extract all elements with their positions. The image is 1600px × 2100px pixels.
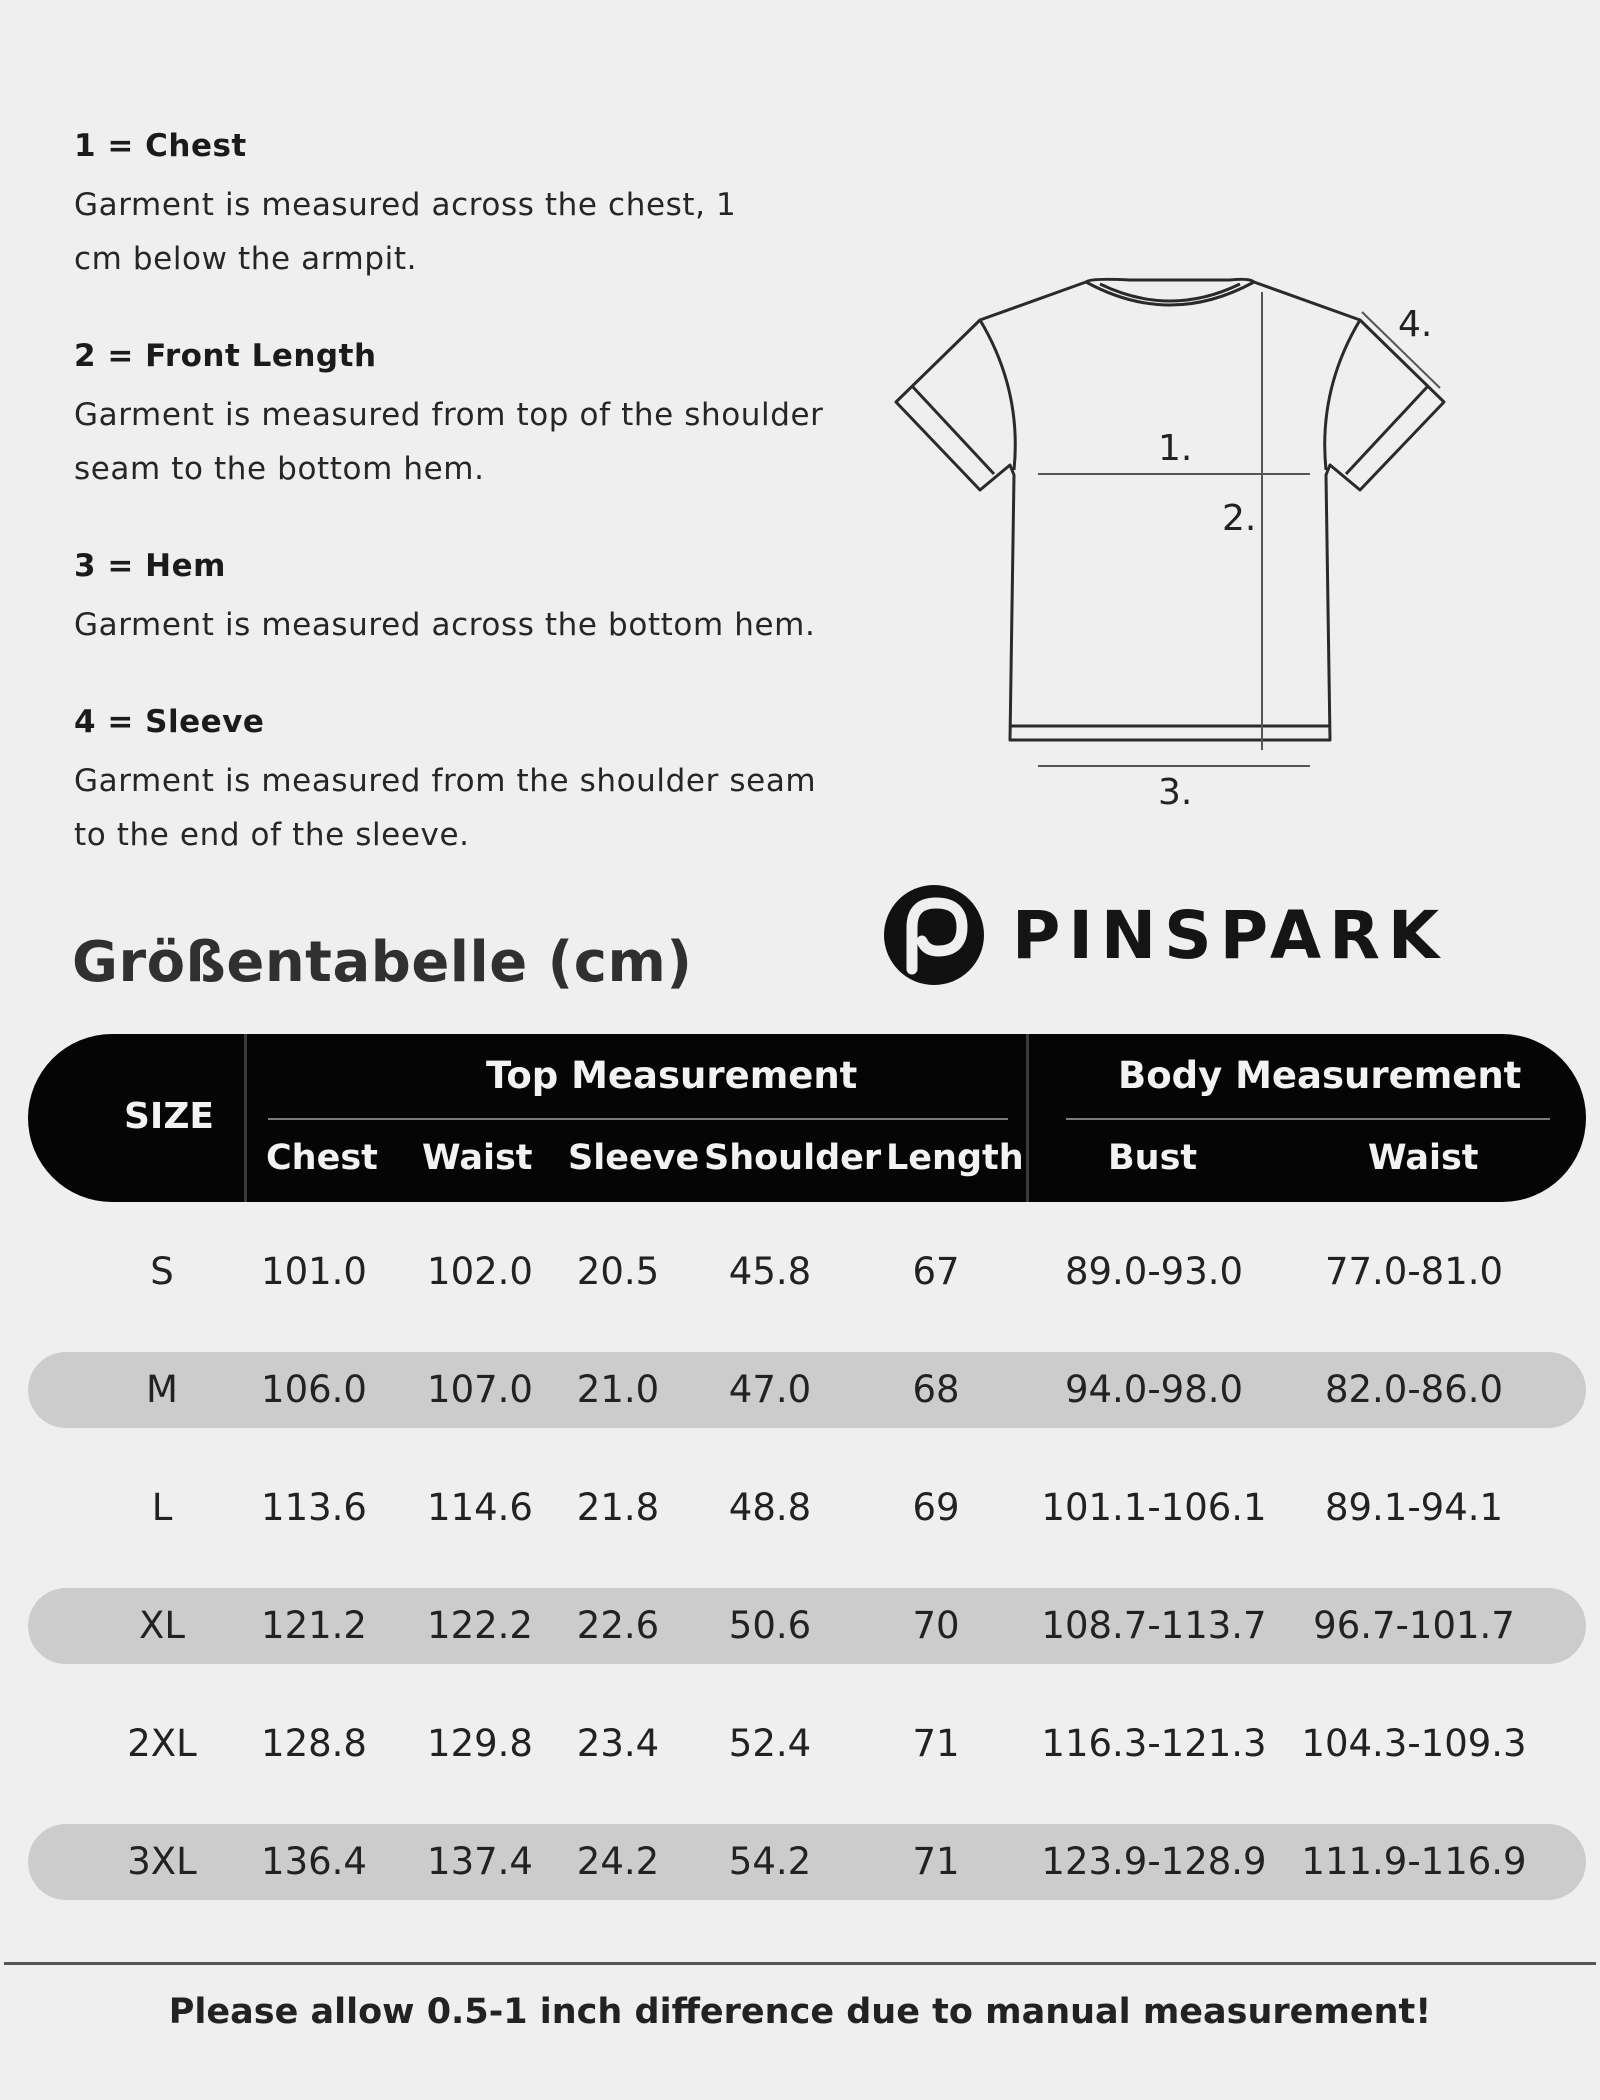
table-header bbox=[28, 1034, 1586, 1202]
cell-chest: 106.0 bbox=[261, 1368, 367, 1411]
cell-shoulder: 48.8 bbox=[728, 1486, 812, 1529]
table-row bbox=[28, 1234, 1586, 1310]
cell-waist: 114.6 bbox=[427, 1486, 533, 1529]
cell-bust: 108.7-113.7 bbox=[1041, 1604, 1267, 1647]
cell-bust: 101.1-106.1 bbox=[1041, 1486, 1267, 1529]
table-row bbox=[28, 1824, 1586, 1900]
cell-bust: 89.0-93.0 bbox=[1064, 1250, 1244, 1293]
definition-sleeve bbox=[74, 704, 854, 862]
table-row bbox=[28, 1706, 1586, 1782]
definition-description: Garment is measured from the shoulder seam to the end of the sleeve. bbox=[74, 763, 817, 853]
cell-size: L bbox=[151, 1486, 173, 1529]
definition-description: Garment is measured across the bottom hem. bbox=[74, 607, 816, 643]
diagram-label-sleeve: 4. bbox=[1398, 304, 1433, 345]
cell-length: 71 bbox=[912, 1840, 960, 1883]
definition-title: 3 = Hem bbox=[74, 548, 226, 584]
cell-chest: 113.6 bbox=[261, 1486, 367, 1529]
cell-length: 70 bbox=[912, 1604, 960, 1647]
cell-bust: 123.9-128.9 bbox=[1041, 1840, 1267, 1883]
diagram-label-length: 2. bbox=[1222, 498, 1257, 539]
tshirt-diagram bbox=[890, 260, 1470, 820]
definition-description: Garment is measured from top of the shoulder seam to the bottom hem. bbox=[74, 397, 824, 487]
column-header-length: Length bbox=[886, 1138, 1024, 1178]
tshirt-outline-icon bbox=[896, 279, 1444, 740]
cell-size: M bbox=[146, 1368, 178, 1411]
cell-waist: 102.0 bbox=[427, 1250, 533, 1293]
header-rule bbox=[1066, 1118, 1550, 1120]
column-header-bust: Bust bbox=[1108, 1138, 1198, 1178]
definition-title: 1 = Chest bbox=[74, 128, 247, 164]
diagram-label-hem: 3. bbox=[1158, 772, 1193, 813]
cell-body-waist: 77.0-81.0 bbox=[1324, 1250, 1504, 1293]
cell-shoulder: 50.6 bbox=[728, 1604, 812, 1647]
body-measurement-header: Body Measurement bbox=[1118, 1054, 1522, 1097]
size-table-title: Größentabelle (cm) bbox=[72, 930, 693, 995]
table-row bbox=[28, 1352, 1586, 1428]
cell-chest: 128.8 bbox=[261, 1722, 367, 1765]
column-header-sleeve: Sleeve bbox=[568, 1138, 700, 1178]
header-divider bbox=[244, 1034, 247, 1202]
cell-waist: 137.4 bbox=[427, 1840, 533, 1883]
cell-shoulder: 52.4 bbox=[728, 1722, 812, 1765]
cell-length: 68 bbox=[912, 1368, 960, 1411]
cell-size: 3XL bbox=[127, 1840, 197, 1883]
definition-chest bbox=[74, 128, 854, 286]
column-header-shoulder: Shoulder bbox=[704, 1138, 882, 1178]
cell-sleeve: 21.0 bbox=[576, 1368, 660, 1411]
table-row bbox=[28, 1588, 1586, 1664]
cell-body-waist: 89.1-94.1 bbox=[1324, 1486, 1504, 1529]
brand-logo bbox=[882, 880, 1447, 990]
footer-divider bbox=[4, 1962, 1596, 1965]
brand-name: PINSPARK bbox=[1012, 896, 1448, 974]
cell-shoulder: 47.0 bbox=[728, 1368, 812, 1411]
column-header-chest: Chest bbox=[266, 1138, 378, 1178]
definition-description: Garment is measured across the chest, 1 cm below the armpit. bbox=[74, 187, 737, 277]
cell-size: 2XL bbox=[127, 1722, 197, 1765]
definition-title: 4 = Sleeve bbox=[74, 704, 265, 740]
cell-sleeve: 20.5 bbox=[576, 1250, 660, 1293]
cell-length: 67 bbox=[912, 1250, 960, 1293]
cell-bust: 94.0-98.0 bbox=[1064, 1368, 1244, 1411]
p-swirl-logo-icon bbox=[882, 883, 986, 987]
cell-sleeve: 24.2 bbox=[576, 1840, 660, 1883]
definition-title: 2 = Front Length bbox=[74, 338, 377, 374]
table-body bbox=[28, 1234, 1586, 1900]
cell-shoulder: 45.8 bbox=[728, 1250, 812, 1293]
cell-body-waist: 104.3-109.3 bbox=[1301, 1722, 1527, 1765]
table-row bbox=[28, 1470, 1586, 1546]
cell-length: 69 bbox=[912, 1486, 960, 1529]
cell-body-waist: 96.7-101.7 bbox=[1313, 1604, 1515, 1647]
cell-chest: 121.2 bbox=[261, 1604, 367, 1647]
cell-waist: 122.2 bbox=[427, 1604, 533, 1647]
size-table bbox=[28, 1034, 1586, 1900]
definition-front-length bbox=[74, 338, 854, 496]
cell-shoulder: 54.2 bbox=[728, 1840, 812, 1883]
cell-length: 71 bbox=[912, 1722, 960, 1765]
diagram-label-chest: 1. bbox=[1158, 428, 1193, 469]
size-header: SIZE bbox=[124, 1096, 215, 1137]
cell-bust: 116.3-121.3 bbox=[1041, 1722, 1267, 1765]
definition-hem bbox=[74, 548, 854, 652]
column-header-body-waist: Waist bbox=[1368, 1138, 1479, 1178]
cell-body-waist: 82.0-86.0 bbox=[1324, 1368, 1504, 1411]
cell-waist: 129.8 bbox=[427, 1722, 533, 1765]
footer-note: Please allow 0.5-1 inch difference due to manual measurement! bbox=[168, 1992, 1432, 2032]
header-divider bbox=[1026, 1034, 1029, 1202]
cell-sleeve: 22.6 bbox=[576, 1604, 660, 1647]
cell-chest: 101.0 bbox=[261, 1250, 367, 1293]
header-rule bbox=[268, 1118, 1008, 1120]
cell-waist: 107.0 bbox=[427, 1368, 533, 1411]
cell-body-waist: 111.9-116.9 bbox=[1301, 1840, 1527, 1883]
column-header-waist: Waist bbox=[422, 1138, 533, 1178]
cell-sleeve: 23.4 bbox=[576, 1722, 660, 1765]
cell-size: XL bbox=[139, 1604, 185, 1647]
cell-size: S bbox=[150, 1250, 174, 1293]
cell-chest: 136.4 bbox=[261, 1840, 367, 1883]
top-measurement-header: Top Measurement bbox=[486, 1054, 858, 1097]
cell-sleeve: 21.8 bbox=[576, 1486, 660, 1529]
measurement-definitions bbox=[74, 128, 854, 914]
